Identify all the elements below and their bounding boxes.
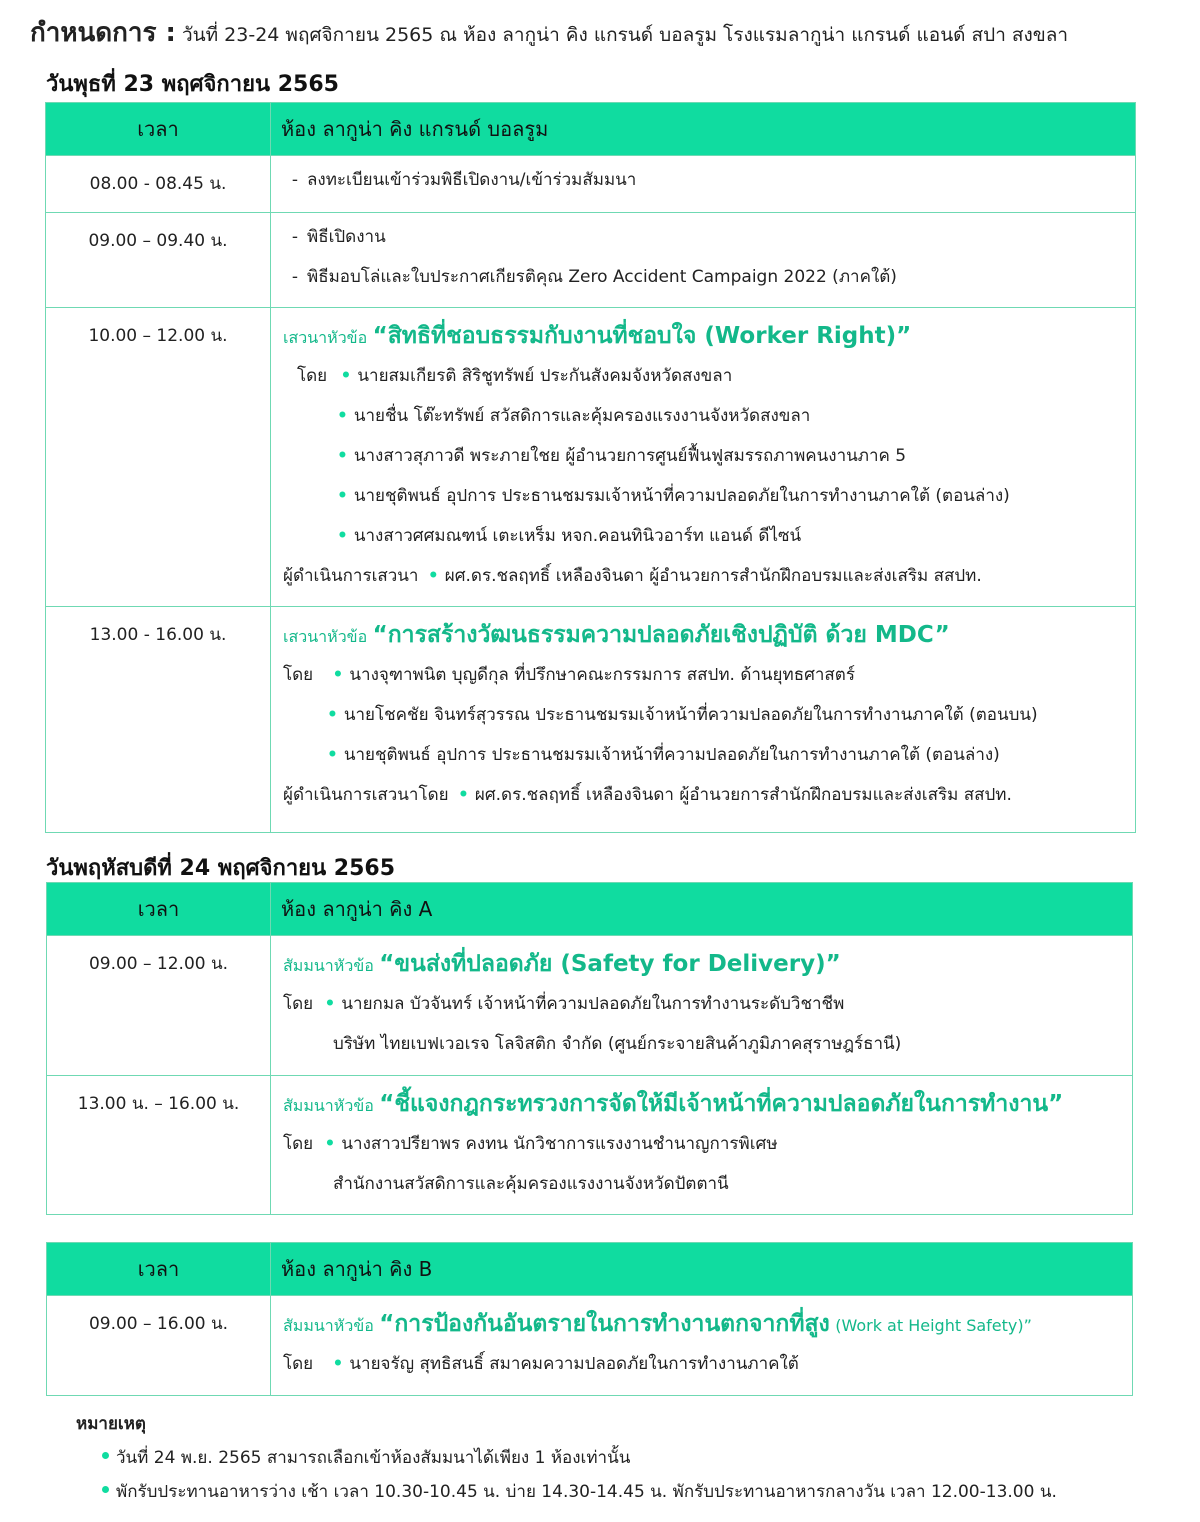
note-item: พักรับประทานอาหารว่าง เช้า เวลา 10.30-10.45 น. บ่าย 14.30-14.45 น. พักรับประทานอาหารกลางวัน เวลา 12.00-13.00 น. bbox=[116, 1478, 1057, 1505]
speaker: นายสมเกียรติ สิริชูทรัพย์ ประกันสังคมจังหวัดสงขลา bbox=[357, 366, 733, 386]
speaker: นายชื่น โต๊ะทรัพย์ สวัสดิการและคุ้มครองแรงงานจังหวัดสงขลา bbox=[353, 406, 811, 426]
bullet-icon: • bbox=[427, 566, 439, 586]
table-row bbox=[46, 308, 1136, 607]
col-header-time: เวลา bbox=[46, 103, 271, 156]
by-label: โดย bbox=[283, 994, 314, 1014]
bullet-icon: • bbox=[332, 665, 344, 685]
speaker-cont: บริษัท ไทยเบฟเวอเรจ โลจิสติก จำกัด (ศูนย์กระจายสินค้าภูมิภาคสุราษฎร์ธานี) bbox=[333, 1034, 902, 1054]
table-row bbox=[46, 156, 1136, 213]
speaker: นายโชคชัย จินทร์สุวรรณ ประธานชมรมเจ้าหน้าที่ความปลอดภัยในการทำงานภาคใต้ (ตอนบน) bbox=[343, 705, 1038, 725]
table-header-row bbox=[47, 883, 1133, 936]
topic-label: เสวนาหัวข้อ bbox=[283, 328, 368, 347]
bullet-icon: • bbox=[337, 486, 348, 506]
by-label: โดย bbox=[283, 1134, 314, 1154]
speaker-cont: สำนักงานสวัสดิการและคุ้มครองแรงงานจังหวัดปัตตานี bbox=[333, 1174, 729, 1194]
col-header-room: ห้อง ลากูน่า คิง B bbox=[271, 1243, 1133, 1296]
bullet-icon: • bbox=[337, 526, 348, 546]
topic-title: “สิทธิที่ชอบธรรมกับงานที่ชอบใจ (Worker Right)” bbox=[372, 323, 912, 349]
row-time: 09.00 – 09.40 น. bbox=[46, 213, 271, 308]
speaker: นางสาวปรียาพร คงทน นักวิชาการแรงงานชำนาญการพิเศษ bbox=[341, 1134, 778, 1154]
moderator: ผศ.ดร.ชลฤทธิ์ เหลืองจินดา ผู้อำนวยการสำนักฝึกอบรมและส่งเสริม สสปท. bbox=[444, 566, 982, 586]
speaker: นายชุติพนธ์ อุปการ ประธานชมรมเจ้าหน้าที่ความปลอดภัยในการทำงานภาคใต้ (ตอนล่าง) bbox=[343, 745, 1000, 765]
col-header-time: เวลา bbox=[47, 1243, 271, 1296]
header-lead: กำหนดการ : bbox=[30, 18, 176, 48]
table-header-row bbox=[47, 1243, 1133, 1296]
speaker: นางสาวศศมณฑน์ เตะเหร็ม หจก.คอนทินิวอาร์ท แอนด์ ดีไซน์ bbox=[353, 526, 802, 546]
day1-schedule-table bbox=[45, 102, 1136, 833]
row-time: 09.00 – 16.00 น. bbox=[47, 1296, 271, 1396]
topic-label: สัมมนาหัวข้อ bbox=[283, 956, 374, 975]
topic-label: สัมมนาหัวข้อ bbox=[283, 1316, 374, 1335]
agenda-item: - พิธีเปิดงาน bbox=[283, 217, 1125, 257]
day2-room-a-table bbox=[46, 882, 1133, 1215]
speaker: นายชุติพนธ์ อุปการ ประธานชมรมเจ้าหน้าที่ความปลอดภัยในการทำงานภาคใต้ (ตอนล่าง) bbox=[353, 486, 1010, 506]
bullet-icon: • bbox=[332, 1354, 344, 1374]
topic-title: “การป้องกันอันตรายในการทำงานตกจากที่สูง bbox=[379, 1311, 830, 1337]
row-time: 10.00 – 12.00 น. bbox=[46, 308, 271, 607]
row-content bbox=[271, 1076, 1133, 1215]
row-content bbox=[271, 1296, 1133, 1396]
row-content bbox=[271, 308, 1136, 607]
table-row bbox=[46, 213, 1136, 308]
bullet-icon: • bbox=[327, 745, 338, 765]
speaker: นางสาวสุภาวดี พระภายใชย ผู้อำนวยการศูนย์ฟื้นฟูสมรรถภาพคนงานภาค 5 bbox=[353, 446, 907, 466]
day1-title: วันพุธที่ 23 พฤศจิกายน 2565 bbox=[46, 72, 339, 97]
moderator-label: ผู้ดำเนินการเสวนา bbox=[283, 566, 419, 586]
bullet-icon: • bbox=[458, 785, 469, 805]
table-header-row bbox=[46, 103, 1136, 156]
topic-title: “ขนส่งที่ปลอดภัย (Safety for Delivery)” bbox=[379, 951, 841, 977]
row-content bbox=[271, 607, 1136, 833]
topic-label: สัมมนาหัวข้อ bbox=[283, 1096, 374, 1115]
bullet-icon: • bbox=[337, 406, 348, 426]
col-header-room: ห้อง ลากูน่า คิง แกรนด์ บอลรูม bbox=[271, 103, 1136, 156]
day2-title: วันพฤหัสบดีที่ 24 พฤศจิกายน 2565 bbox=[46, 856, 396, 881]
by-label: โดย bbox=[283, 665, 314, 685]
table-row bbox=[47, 936, 1133, 1076]
moderator-label: ผู้ดำเนินการเสวนาโดย bbox=[283, 785, 449, 805]
note-item: วันที่ 24 พ.ย. 2565 สามารถเลือกเข้าห้องสัมมนาได้เพียง 1 ห้องเท่านั้น bbox=[116, 1444, 630, 1471]
agenda-item: - ลงทะเบียนเข้าร่วมพิธีเปิดงาน/เข้าร่วมสัมมนา bbox=[283, 160, 1125, 200]
table-row bbox=[46, 607, 1136, 833]
bullet-icon: • bbox=[340, 366, 352, 386]
table-row bbox=[47, 1296, 1133, 1396]
speaker: นางจุฑาพนิต บุญดีกุล ที่ปรึกษาคณะกรรมการ สสปท. ด้านยุทธศาสตร์ bbox=[349, 665, 855, 685]
day2-room-b-table bbox=[46, 1242, 1133, 1396]
by-label: โดย bbox=[283, 1354, 314, 1374]
bullet-icon: • bbox=[324, 1134, 336, 1154]
header-text: วันที่ 23-24 พฤศจิกายน 2565 ณ ห้อง ลากูน่า คิง แกรนด์ บอลรูม โรงแรมลากูน่า แกรนด์ แอนด์ สปา สงขลา bbox=[181, 24, 1069, 46]
agenda-item: - พิธีมอบโล่และใบประกาศเกียรติคุณ Zero Accident Campaign 2022 (ภาคใต้) bbox=[283, 257, 1125, 297]
bullet-icon: • bbox=[327, 705, 338, 725]
speaker: นายกมล บัวจันทร์ เจ้าหน้าที่ความปลอดภัยในการทำงานระดับวิชาชีพ bbox=[341, 994, 845, 1014]
event-header bbox=[30, 12, 1068, 53]
row-time: 08.00 - 08.45 น. bbox=[46, 156, 271, 213]
row-content bbox=[271, 156, 1136, 213]
bullet-icon: • bbox=[324, 994, 336, 1014]
notes-title: หมายเหตุ bbox=[76, 1414, 146, 1434]
bullet-icon: • bbox=[337, 446, 348, 466]
row-content bbox=[271, 213, 1136, 308]
col-header-time: เวลา bbox=[47, 883, 271, 936]
col-header-room: ห้อง ลากูน่า คิง A bbox=[271, 883, 1133, 936]
topic-title: “ชี้แจงกฎกระทรวงการจัดให้มีเจ้าหน้าที่ความปลอดภัยในการทำงาน” bbox=[379, 1091, 1064, 1117]
row-time: 13.00 - 16.00 น. bbox=[46, 607, 271, 833]
row-time: 09.00 – 12.00 น. bbox=[47, 936, 271, 1076]
row-time: 13.00 น. – 16.00 น. bbox=[47, 1076, 271, 1215]
topic-title: “การสร้างวัฒนธรรมความปลอดภัยเชิงปฏิบัติ ด้วย MDC” bbox=[372, 622, 950, 648]
table-row bbox=[47, 1076, 1133, 1215]
moderator: ผศ.ดร.ชลฤทธิ์ เหลืองจินดา ผู้อำนวยการสำนักฝึกอบรมและส่งเสริม สสปท. bbox=[474, 785, 1012, 805]
speaker: นายจรัญ สุทธิสนธิ์ สมาคมความปลอดภัยในการทำงานภาคใต้ bbox=[349, 1354, 799, 1374]
topic-subtitle: (Work at Height Safety)” bbox=[835, 1316, 1032, 1335]
by-label: โดย bbox=[297, 366, 328, 386]
topic-label: เสวนาหัวข้อ bbox=[283, 627, 368, 646]
row-content bbox=[271, 936, 1133, 1076]
